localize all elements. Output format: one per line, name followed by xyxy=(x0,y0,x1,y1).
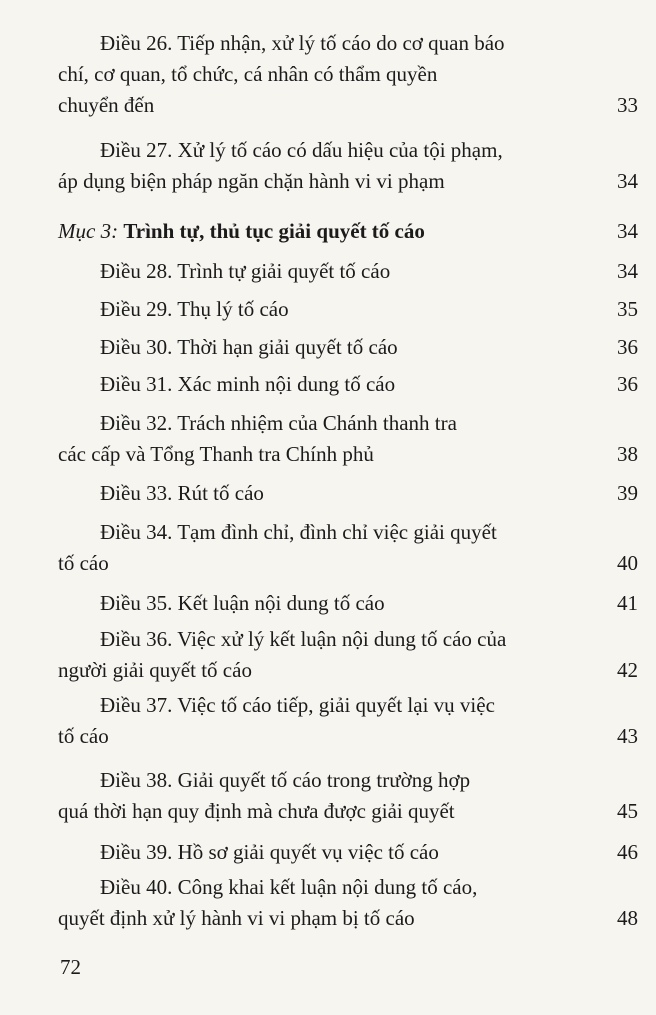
toc-entry-line: Điều 26. Tiếp nhận, xử lý tố cáo do cơ quan báo xyxy=(100,31,505,55)
toc-entry xyxy=(58,517,638,579)
toc-entry xyxy=(58,478,638,509)
toc-entry-line: Điều 32. Trách nhiệm của Chánh thanh tra xyxy=(100,411,457,435)
toc-page-number: 34 xyxy=(617,169,638,193)
toc-entry-line: Điều 28. Trình tự giải quyết tố cáo xyxy=(100,259,391,283)
toc-entry xyxy=(58,135,638,197)
toc-page-number: 46 xyxy=(617,840,638,864)
toc-entry-line: áp dụng biện pháp ngăn chặn hành vi vi phạm xyxy=(58,169,445,193)
toc-page-number: 34 xyxy=(617,219,638,243)
toc-entry-line: chí, cơ quan, tổ chức, cá nhân có thẩm quyền xyxy=(58,62,438,86)
toc-page-number: 36 xyxy=(617,335,638,359)
toc-entry xyxy=(58,872,638,934)
toc-entry xyxy=(58,690,638,752)
toc-entry xyxy=(58,294,638,325)
section-label: Mục 3: xyxy=(58,219,119,243)
toc-section-heading xyxy=(58,216,638,247)
toc-entry-line: các cấp và Tổng Thanh tra Chính phủ xyxy=(58,442,374,466)
toc-page-number: 43 xyxy=(617,724,638,748)
toc-entry xyxy=(58,332,638,363)
toc-page-number: 39 xyxy=(617,481,638,505)
toc-entry-line: Điều 27. Xử lý tố cáo có dấu hiệu của tội phạm, xyxy=(100,138,503,162)
toc-entry-line: Điều 35. Kết luận nội dung tố cáo xyxy=(100,591,385,615)
toc-entry-line: Điều 36. Việc xử lý kết luận nội dung tố cáo của xyxy=(100,627,507,651)
toc-entry-line: Điều 31. Xác minh nội dung tố cáo xyxy=(100,372,396,396)
toc-page-number: 33 xyxy=(617,93,638,117)
page-footer-number: 72 xyxy=(60,955,81,979)
toc-page-number: 38 xyxy=(617,442,638,466)
toc-entry-line: Điều 40. Công khai kết luận nội dung tố cáo, xyxy=(100,875,478,899)
toc-page-number: 41 xyxy=(617,591,638,615)
toc-entry xyxy=(58,408,638,470)
toc-entry-line: Điều 37. Việc tố cáo tiếp, giải quyết lại vụ việc xyxy=(100,693,495,717)
toc-entry-line: Điều 29. Thụ lý tố cáo xyxy=(100,297,289,321)
toc-page-number: 36 xyxy=(617,372,638,396)
toc-entry xyxy=(58,765,638,827)
section-title: Trình tự, thủ tục giải quyết tố cáo xyxy=(123,219,425,243)
toc-entry-line: Điều 39. Hồ sơ giải quyết vụ việc tố cáo xyxy=(100,840,439,864)
toc-entry-line: quá thời hạn quy định mà chưa được giải quyết xyxy=(58,799,455,823)
toc-entry-line: Điều 33. Rút tố cáo xyxy=(100,481,264,505)
toc-entry-line: Điều 30. Thời hạn giải quyết tố cáo xyxy=(100,335,398,359)
toc-entry-line: quyết định xử lý hành vi vi phạm bị tố cáo xyxy=(58,906,415,930)
toc-page-number: 45 xyxy=(617,799,638,823)
toc-page-number: 40 xyxy=(617,551,638,575)
toc-entry xyxy=(58,28,638,121)
toc-page-number: 42 xyxy=(617,658,638,682)
toc-entry-line: người giải quyết tố cáo xyxy=(58,658,252,682)
toc-entry xyxy=(58,369,638,400)
toc-entry-line: chuyển đến xyxy=(58,93,155,117)
toc-entry-line: tố cáo xyxy=(58,551,109,575)
toc-entry xyxy=(58,624,638,686)
toc-entry xyxy=(58,837,638,868)
toc-page-number: 35 xyxy=(617,297,638,321)
toc-entry-line: Điều 34. Tạm đình chỉ, đình chỉ việc giải quyết xyxy=(100,520,497,544)
toc-page-number: 34 xyxy=(617,259,638,283)
toc-entry-line: Điều 38. Giải quyết tố cáo trong trường hợp xyxy=(100,768,471,792)
toc-entry xyxy=(58,256,638,287)
toc-entry-line: tố cáo xyxy=(58,724,109,748)
toc-page-number: 48 xyxy=(617,906,638,930)
toc-entry xyxy=(58,588,638,619)
